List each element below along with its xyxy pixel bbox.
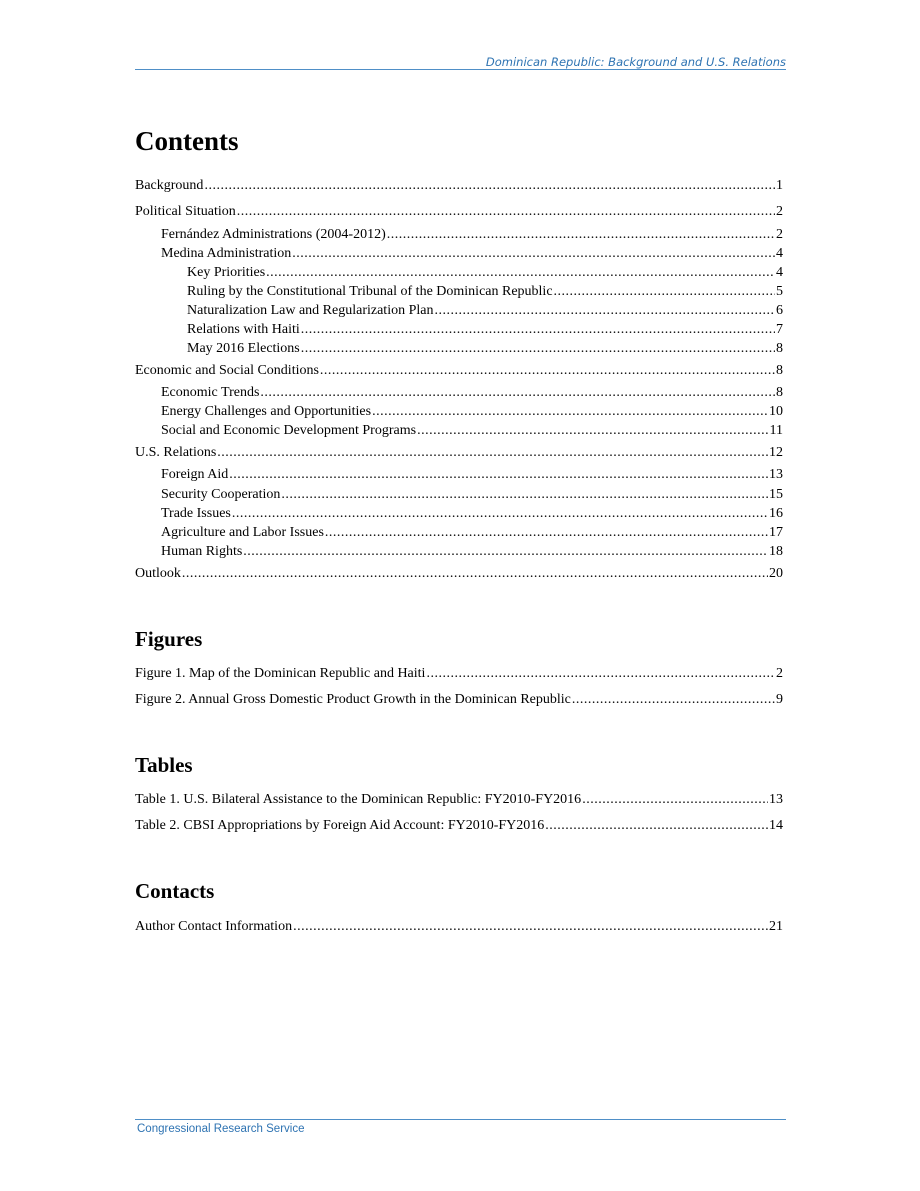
dot-leader	[293, 918, 768, 936]
toc-page-number: 20	[769, 566, 783, 581]
toc-page-number: 1	[776, 178, 783, 193]
toc-page-number: 11	[769, 423, 783, 438]
toc-entry-key-priorities[interactable]	[187, 264, 783, 282]
toc-entry-text: Author Contact Information	[135, 919, 293, 934]
toc-page-number: 13	[769, 792, 783, 807]
contents-heading: Contents	[135, 126, 239, 156]
toc-entry-text: Table 1. U.S. Bilateral Assistance to the Dominican Republic: FY2010-FY2016	[135, 792, 582, 807]
toc-entry-text: Political Situation	[135, 204, 236, 219]
toc-entry-text: Naturalization Law and Regularization Plan	[187, 303, 434, 318]
table-entry-1[interactable]	[135, 791, 783, 809]
dot-leader	[232, 505, 768, 523]
dot-leader	[204, 177, 775, 195]
toc-entry-text: Energy Challenges and Opportunities	[161, 404, 372, 419]
toc-page-number: 5	[776, 284, 783, 299]
toc-page-number: 2	[776, 227, 783, 242]
toc-entry-text: Economic Trends	[161, 385, 260, 400]
figure-entry-1[interactable]	[135, 665, 783, 683]
toc-entry-background[interactable]	[135, 177, 783, 195]
toc-entry-economic-trends[interactable]	[161, 384, 783, 402]
toc-page-number: 16	[769, 506, 783, 521]
dot-leader	[325, 524, 768, 542]
toc-entry-outlook[interactable]	[135, 565, 783, 583]
dot-leader	[582, 791, 768, 809]
toc-entry-text: Foreign Aid	[161, 467, 229, 482]
toc-entry-naturalization-law[interactable]	[187, 302, 783, 320]
toc-entry-energy-challenges[interactable]	[161, 403, 783, 421]
toc-page-number: 6	[776, 303, 783, 318]
toc-page-number: 17	[769, 525, 783, 540]
toc-entry-text: Fernández Administrations (2004-2012)	[161, 227, 386, 242]
toc-page-number: 2	[776, 204, 783, 219]
toc-page-number: 8	[776, 385, 783, 400]
tables-heading: Tables	[135, 753, 193, 777]
dot-leader	[545, 817, 768, 835]
toc-entry-text: Human Rights	[161, 544, 243, 559]
toc-entry-agriculture-labor[interactable]	[161, 524, 783, 542]
toc-entry-text: Figure 2. Annual Gross Domestic Product Growth in the Dominican Republic	[135, 692, 571, 707]
toc-entry-text: Social and Economic Development Programs	[161, 423, 417, 438]
dot-leader	[320, 362, 775, 380]
toc-entry-security-cooperation[interactable]	[161, 486, 783, 504]
dot-leader	[281, 486, 768, 504]
toc-page-number: 2	[776, 666, 783, 681]
toc-entry-economic-social-conditions[interactable]	[135, 362, 783, 380]
dot-leader	[426, 665, 775, 683]
toc-entry-human-rights[interactable]	[161, 543, 783, 561]
toc-page-number: 4	[776, 246, 783, 261]
toc-entry-medina-administration[interactable]	[161, 245, 783, 263]
toc-entry-may-2016-elections[interactable]	[187, 340, 783, 358]
toc-entry-trade-issues[interactable]	[161, 505, 783, 523]
toc-entry-political-situation[interactable]	[135, 203, 783, 221]
toc-entry-text: May 2016 Elections	[187, 341, 300, 356]
dot-leader	[217, 444, 768, 462]
toc-entry-constitutional-tribunal-ruling[interactable]	[187, 283, 783, 301]
dot-leader	[243, 543, 768, 561]
dot-leader	[301, 321, 775, 339]
figures-heading: Figures	[135, 627, 203, 651]
toc-page-number: 8	[776, 341, 783, 356]
toc-entry-text: Outlook	[135, 566, 181, 581]
toc-entry-text: Medina Administration	[161, 246, 292, 261]
dot-leader	[229, 466, 768, 484]
contacts-heading: Contacts	[135, 879, 215, 903]
footer-rule	[135, 1119, 786, 1120]
dot-leader	[266, 264, 775, 282]
contact-entry-author-info[interactable]	[135, 918, 783, 936]
toc-entry-fernandez-administrations[interactable]	[161, 226, 783, 244]
toc-entry-foreign-aid[interactable]	[161, 466, 783, 484]
toc-entry-text: Key Priorities	[187, 265, 266, 280]
toc-page-number: 4	[776, 265, 783, 280]
dot-leader	[572, 691, 775, 709]
toc-entry-text: U.S. Relations	[135, 445, 217, 460]
toc-entry-text: Background	[135, 178, 204, 193]
toc-entry-text: Economic and Social Conditions	[135, 363, 319, 378]
running-header-title: Dominican Republic: Background and U.S. Relations	[485, 55, 786, 69]
dot-leader	[301, 340, 775, 358]
dot-leader	[182, 565, 768, 583]
dot-leader	[237, 203, 775, 221]
dot-leader	[434, 302, 775, 320]
toc-page-number: 13	[769, 467, 783, 482]
toc-page-number: 10	[769, 404, 783, 419]
toc-entry-text: Trade Issues	[161, 506, 231, 521]
toc-entry-text: Table 2. CBSI Appropriations by Foreign Aid Account: FY2010-FY2016	[135, 818, 545, 833]
header-rule	[135, 69, 786, 70]
toc-entry-relations-with-haiti[interactable]	[187, 321, 783, 339]
toc-entry-text: Security Cooperation	[161, 487, 281, 502]
toc-entry-text: Figure 1. Map of the Dominican Republic and Haiti	[135, 666, 426, 681]
toc-entry-development-programs[interactable]	[161, 422, 783, 440]
toc-page-number: 21	[769, 919, 783, 934]
toc-page-number: 9	[776, 692, 783, 707]
dot-leader	[554, 283, 775, 301]
toc-entry-text: Relations with Haiti	[187, 322, 300, 337]
toc-entry-text: Ruling by the Constitutional Tribunal of the Dominican Republic	[187, 284, 553, 299]
dot-leader	[417, 422, 768, 440]
dot-leader	[387, 226, 775, 244]
toc-page-number: 8	[776, 363, 783, 378]
toc-page-number: 18	[769, 544, 783, 559]
toc-page-number: 7	[776, 322, 783, 337]
toc-page-number: 12	[769, 445, 783, 460]
toc-page-number: 15	[769, 487, 783, 502]
table-entry-2[interactable]	[135, 817, 783, 835]
figure-entry-2[interactable]	[135, 691, 783, 709]
dot-leader	[372, 403, 768, 421]
dot-leader	[292, 245, 775, 263]
footer-organization: Congressional Research Service	[137, 1123, 305, 1135]
toc-entry-us-relations[interactable]	[135, 444, 783, 462]
toc-page-number: 14	[769, 818, 783, 833]
toc-entry-text: Agriculture and Labor Issues	[161, 525, 324, 540]
dot-leader	[260, 384, 775, 402]
